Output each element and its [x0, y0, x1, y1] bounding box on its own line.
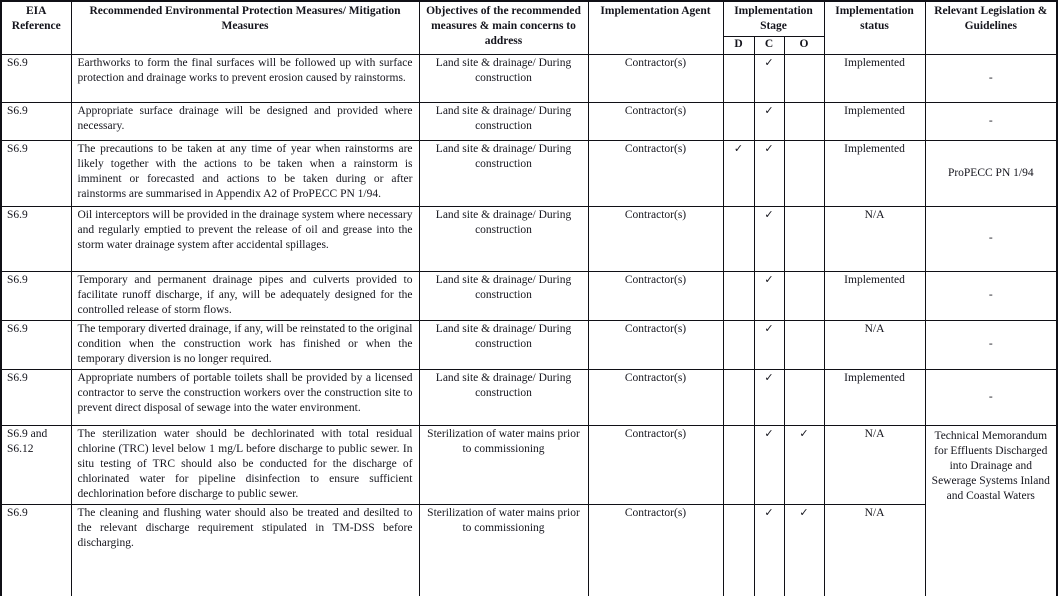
eia-reference-cell: S6.9 and S6.12: [1, 426, 71, 505]
implementation-agent-cell: Contractor(s): [588, 272, 723, 321]
stage-design-checkmark-cell: [723, 272, 754, 321]
stage-construction-checkmark-cell: ✓: [754, 207, 784, 272]
eia-reference-cell: S6.9: [1, 505, 71, 596]
eia-reference-cell: S6.9: [1, 103, 71, 141]
implementation-agent-cell: Contractor(s): [588, 55, 723, 103]
implementation-agent-cell: Contractor(s): [588, 370, 723, 426]
objective-cell: Sterilization of water mains prior to commissioning: [419, 426, 588, 505]
header-eia-reference: EIA Reference: [1, 1, 71, 55]
legislation-cell: -: [925, 55, 1057, 103]
stage-construction-checkmark-cell: ✓: [754, 505, 784, 596]
header-stage-d: D: [723, 37, 754, 55]
header-legislation: Relevant Legislation & Guidelines: [925, 1, 1057, 55]
implementation-status-cell: Implemented: [824, 141, 925, 207]
objective-cell: Land site & drainage/ During construction: [419, 370, 588, 426]
table-row: [1, 207, 1057, 272]
header-row-main: [1, 1, 1057, 37]
implementation-agent-cell: Contractor(s): [588, 426, 723, 505]
mitigation-measure-cell: The precautions to be taken at any time of year when rainstorms are likely together with the actions to be taken when a rainstorm is imminent or forecasted and actions to be taken during or after rainstorms are summarised in Appendix A2 of ProPECC PN 1/94.: [71, 141, 419, 207]
legislation-cell: -: [925, 103, 1057, 141]
objective-cell: Land site & drainage/ During construction: [419, 272, 588, 321]
legislation-cell: -: [925, 370, 1057, 426]
header-stage-o: O: [784, 37, 824, 55]
objective-cell: Land site & drainage/ During construction: [419, 321, 588, 370]
objective-cell: Land site & drainage/ During construction: [419, 103, 588, 141]
eia-reference-cell: S6.9: [1, 321, 71, 370]
table-row: [1, 141, 1057, 207]
stage-operation-checkmark-cell: [784, 141, 824, 207]
eia-reference-cell: S6.9: [1, 272, 71, 321]
implementation-status-cell: Implemented: [824, 370, 925, 426]
table-row: [1, 321, 1057, 370]
implementation-agent-cell: Contractor(s): [588, 505, 723, 596]
implementation-agent-cell: Contractor(s): [588, 141, 723, 207]
mitigation-measure-cell: The cleaning and flushing water should also be treated and desilted to the relevant discharge requirement stipulated in TM-DSS before discharging.: [71, 505, 419, 596]
implementation-status-cell: N/A: [824, 505, 925, 596]
implementation-agent-cell: Contractor(s): [588, 207, 723, 272]
implementation-agent-cell: Contractor(s): [588, 321, 723, 370]
table-row: [1, 103, 1057, 141]
table-row: [1, 370, 1057, 426]
stage-operation-checkmark-cell: ✓: [784, 505, 824, 596]
implementation-status-cell: N/A: [824, 426, 925, 505]
legislation-cell: ProPECC PN 1/94: [925, 141, 1057, 207]
mitigation-measure-cell: The temporary diverted drainage, if any, will be reinstated to the original condition when the construction work has finished or when the temporary diversion is no longer required.: [71, 321, 419, 370]
stage-construction-checkmark-cell: ✓: [754, 370, 784, 426]
objective-cell: Land site & drainage/ During construction: [419, 55, 588, 103]
stage-operation-checkmark-cell: ✓: [784, 426, 824, 505]
legislation-cell: -: [925, 321, 1057, 370]
mitigation-measure-cell: Appropriate numbers of portable toilets shall be provided by a licensed contractor to serve the construction workers over the construction site to prevent direct disposal of sewage into the water environment.: [71, 370, 419, 426]
implementation-status-cell: N/A: [824, 207, 925, 272]
implementation-status-cell: Implemented: [824, 55, 925, 103]
implementation-agent-cell: Contractor(s): [588, 103, 723, 141]
stage-construction-checkmark-cell: ✓: [754, 103, 784, 141]
stage-design-checkmark-cell: [723, 55, 754, 103]
stage-operation-checkmark-cell: [784, 321, 824, 370]
table-row: [1, 426, 1057, 505]
table-row: [1, 505, 1057, 596]
stage-design-checkmark-cell: ✓: [723, 141, 754, 207]
mitigation-measure-cell: Temporary and permanent drainage pipes and culverts provided to facilitate runoff discharge, if any, will be adequately designed for the controlled release of storm flows.: [71, 272, 419, 321]
stage-operation-checkmark-cell: [784, 207, 824, 272]
table-row: [1, 272, 1057, 321]
eia-reference-cell: S6.9: [1, 55, 71, 103]
implementation-status-cell: Implemented: [824, 103, 925, 141]
stage-operation-checkmark-cell: [784, 272, 824, 321]
stage-construction-checkmark-cell: ✓: [754, 141, 784, 207]
mitigation-measure-cell: Appropriate surface drainage will be designed and provided where necessary.: [71, 103, 419, 141]
stage-design-checkmark-cell: [723, 426, 754, 505]
table-body: [1, 55, 1057, 596]
stage-construction-checkmark-cell: ✓: [754, 426, 784, 505]
header-stage-c: C: [754, 37, 784, 55]
stage-operation-checkmark-cell: [784, 55, 824, 103]
header-implementation-stage: Implementation Stage: [723, 1, 824, 37]
legislation-cell: -: [925, 207, 1057, 272]
eia-reference-cell: S6.9: [1, 370, 71, 426]
stage-construction-checkmark-cell: ✓: [754, 321, 784, 370]
stage-operation-checkmark-cell: [784, 370, 824, 426]
stage-construction-checkmark-cell: ✓: [754, 55, 784, 103]
stage-design-checkmark-cell: [723, 207, 754, 272]
header-implementation-status: Implementation status: [824, 1, 925, 55]
mitigation-measure-cell: Oil interceptors will be provided in the drainage system where necessary and regularly emptied to prevent the release of oil and grease into the storm water drainage system after accidental spillages.: [71, 207, 419, 272]
objective-cell: Land site & drainage/ During construction: [419, 141, 588, 207]
stage-design-checkmark-cell: [723, 321, 754, 370]
objective-cell: Sterilization of water mains prior to commissioning: [419, 505, 588, 596]
stage-design-checkmark-cell: [723, 103, 754, 141]
implementation-status-cell: Implemented: [824, 272, 925, 321]
stage-design-checkmark-cell: [723, 505, 754, 596]
objective-cell: Land site & drainage/ During construction: [419, 207, 588, 272]
legislation-cell: -: [925, 272, 1057, 321]
header-implementation-agent: Implementation Agent: [588, 1, 723, 55]
stage-design-checkmark-cell: [723, 370, 754, 426]
table-row: [1, 55, 1057, 103]
implementation-status-cell: N/A: [824, 321, 925, 370]
eia-reference-cell: S6.9: [1, 207, 71, 272]
header-objectives: Objectives of the recommended measures & main concerns to address: [419, 1, 588, 55]
table-header: [1, 1, 1057, 55]
stage-operation-checkmark-cell: [784, 103, 824, 141]
eia-reference-cell: S6.9: [1, 141, 71, 207]
legislation-cell: Technical Memorandum for Effluents Discharged into Drainage and Sewerage Systems Inland and Coastal Waters: [925, 426, 1057, 596]
mitigation-measure-cell: The sterilization water should be dechlorinated with total residual chlorine (TRC) level below 1 mg/L before discharge to public sewer. In situ testing of TRC should also be conducted for the discharge of chlorinated water for pipeline disinfection to ensure sufficient dechlorination before discharge to public sewer.: [71, 426, 419, 505]
mitigation-measure-cell: Earthworks to form the final surfaces will be followed up with surface protection and drainage works to prevent erosion caused by rainstorms.: [71, 55, 419, 103]
header-measures: Recommended Environmental Protection Measures/ Mitigation Measures: [71, 1, 419, 55]
stage-construction-checkmark-cell: ✓: [754, 272, 784, 321]
